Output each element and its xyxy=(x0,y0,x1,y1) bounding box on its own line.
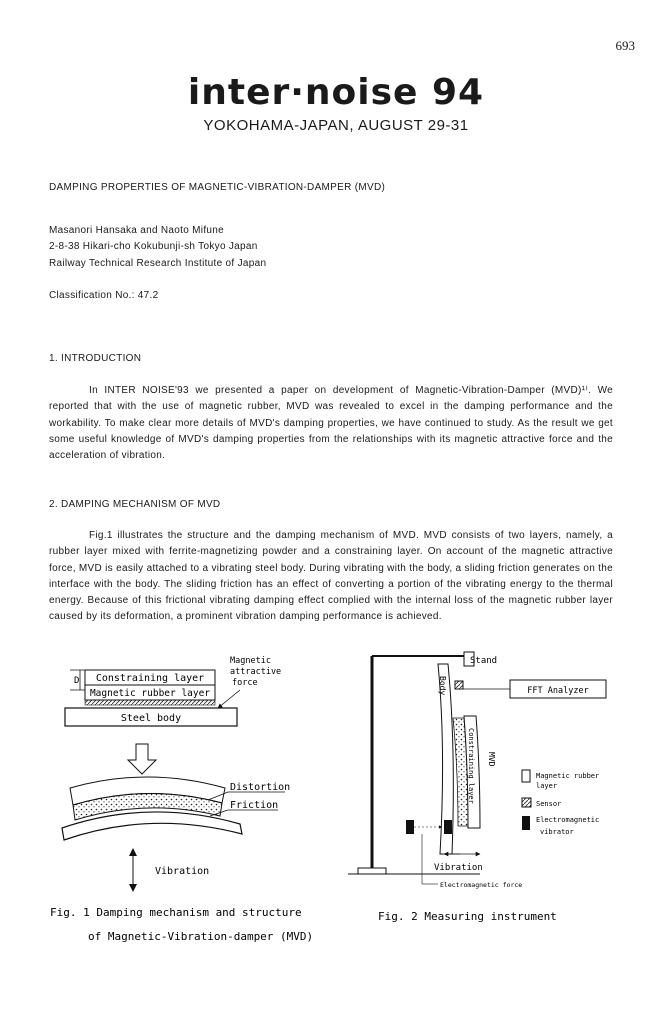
author-block xyxy=(49,223,266,272)
fig1-steel-label: Steel body xyxy=(120,713,182,724)
fig1-caption-line2: of Magnetic-Vibration-damper (MVD) xyxy=(88,930,314,943)
figures xyxy=(40,648,640,978)
fig1-caption-line1: Fig. 1 Damping mechanism and structure xyxy=(50,906,302,919)
fig2-mvd-label: MVD xyxy=(487,752,496,767)
fig2-legend-rubber-2: layer xyxy=(536,782,558,790)
address: 2-8-38 Hikari-cho Kokubunji-sh Tokyo Japan xyxy=(49,241,258,253)
fig2-legend-vibrator-1: Electromagnetic xyxy=(536,816,600,824)
fig1-force-label-1: Magnetic xyxy=(230,656,271,666)
fig2-constraining-label: Constraining layer xyxy=(467,728,475,804)
fig2-legend-vibrator-2: vibrator xyxy=(540,828,574,836)
institute: Railway Technical Research Institute of Japan xyxy=(49,257,267,269)
conference-location: YOKOHAMA-JAPAN, AUGUST 29-31 xyxy=(203,117,469,134)
figure-2 xyxy=(348,652,606,923)
fig1-friction-label: Friction xyxy=(230,800,279,811)
fig2-legend-sensor: Sensor xyxy=(536,800,562,808)
paper-title: DAMPING PROPERTIES OF MAGNETIC-VIBRATION-DAMPER (MVD) xyxy=(49,182,386,193)
fig1-d-label: D xyxy=(74,676,80,686)
fig2-body-label: Body xyxy=(438,676,447,696)
conference-logo: inter·noise 94 xyxy=(187,72,485,113)
fig2-legend-rubber-1: Magnetic rubber xyxy=(536,772,600,780)
section-1-body: In INTER NOISE'93 we presented a paper on development of Magnetic-Vibration-Damper (MVD)¹⁾. We reported that with the use of magnetic rubber, MVD was revealed to excel in the damping performance and the workability. To make clear more details of MVD's damping properties, we have continued to study. As the result we get some useful knowledge of MVD's damping properties from the relationships with its magnetic attractive force and the acceleration of vibration. xyxy=(49,385,613,462)
fig1-force-label-2: attractive xyxy=(230,667,282,677)
fig1-vibration-label: Vibration xyxy=(155,866,210,877)
page-number: 693 xyxy=(615,38,635,53)
fig1-force-label-3: force xyxy=(232,678,258,688)
fig2-stand-label: Stand xyxy=(470,656,498,666)
figure-1 xyxy=(50,656,313,943)
section-2-body: Fig.1 illustrates the structure and the damping mechanism of MVD. MVD consists of two layers, namely, a rubber layer mixed with ferrite-magnetizing powder and a constraining layer. On account of the magnetic attractive force, MVD is easily attached to a vibrating steel body. During vibrating with the body, a sliding friction generates on the interface with the body. The sliding friction has an effect of converting a portion of the vibrating energy to the thermal energy. Because of this frictional vibrating damping effect complied with the internal loss of the magnetic rubber layer caused by its deformation, a prominent vibration damping performance is achieved. xyxy=(49,530,613,623)
classification: Classification No.: 47.2 xyxy=(49,290,159,301)
fig1-distortion-label: Distortion xyxy=(230,782,291,793)
fig2-caption: Fig. 2 Measuring instrument xyxy=(378,910,557,923)
authors: Masanori Hansaka and Naoto Mifune xyxy=(49,225,224,236)
fig2-em-force-label: Electromagnetic force xyxy=(440,881,523,889)
fig1-rubber-label: Magnetic rubber layer xyxy=(89,688,211,699)
section-2-heading: 2. DAMPING MECHANISM OF MVD xyxy=(49,499,221,510)
fig1-constraining-label: Constraining layer xyxy=(95,673,205,684)
section-1-heading: 1. INTRODUCTION xyxy=(49,353,142,364)
fig2-fft-label: FFT Analyzer xyxy=(527,686,589,696)
fig2-vibration-label: Vibration xyxy=(434,863,483,873)
